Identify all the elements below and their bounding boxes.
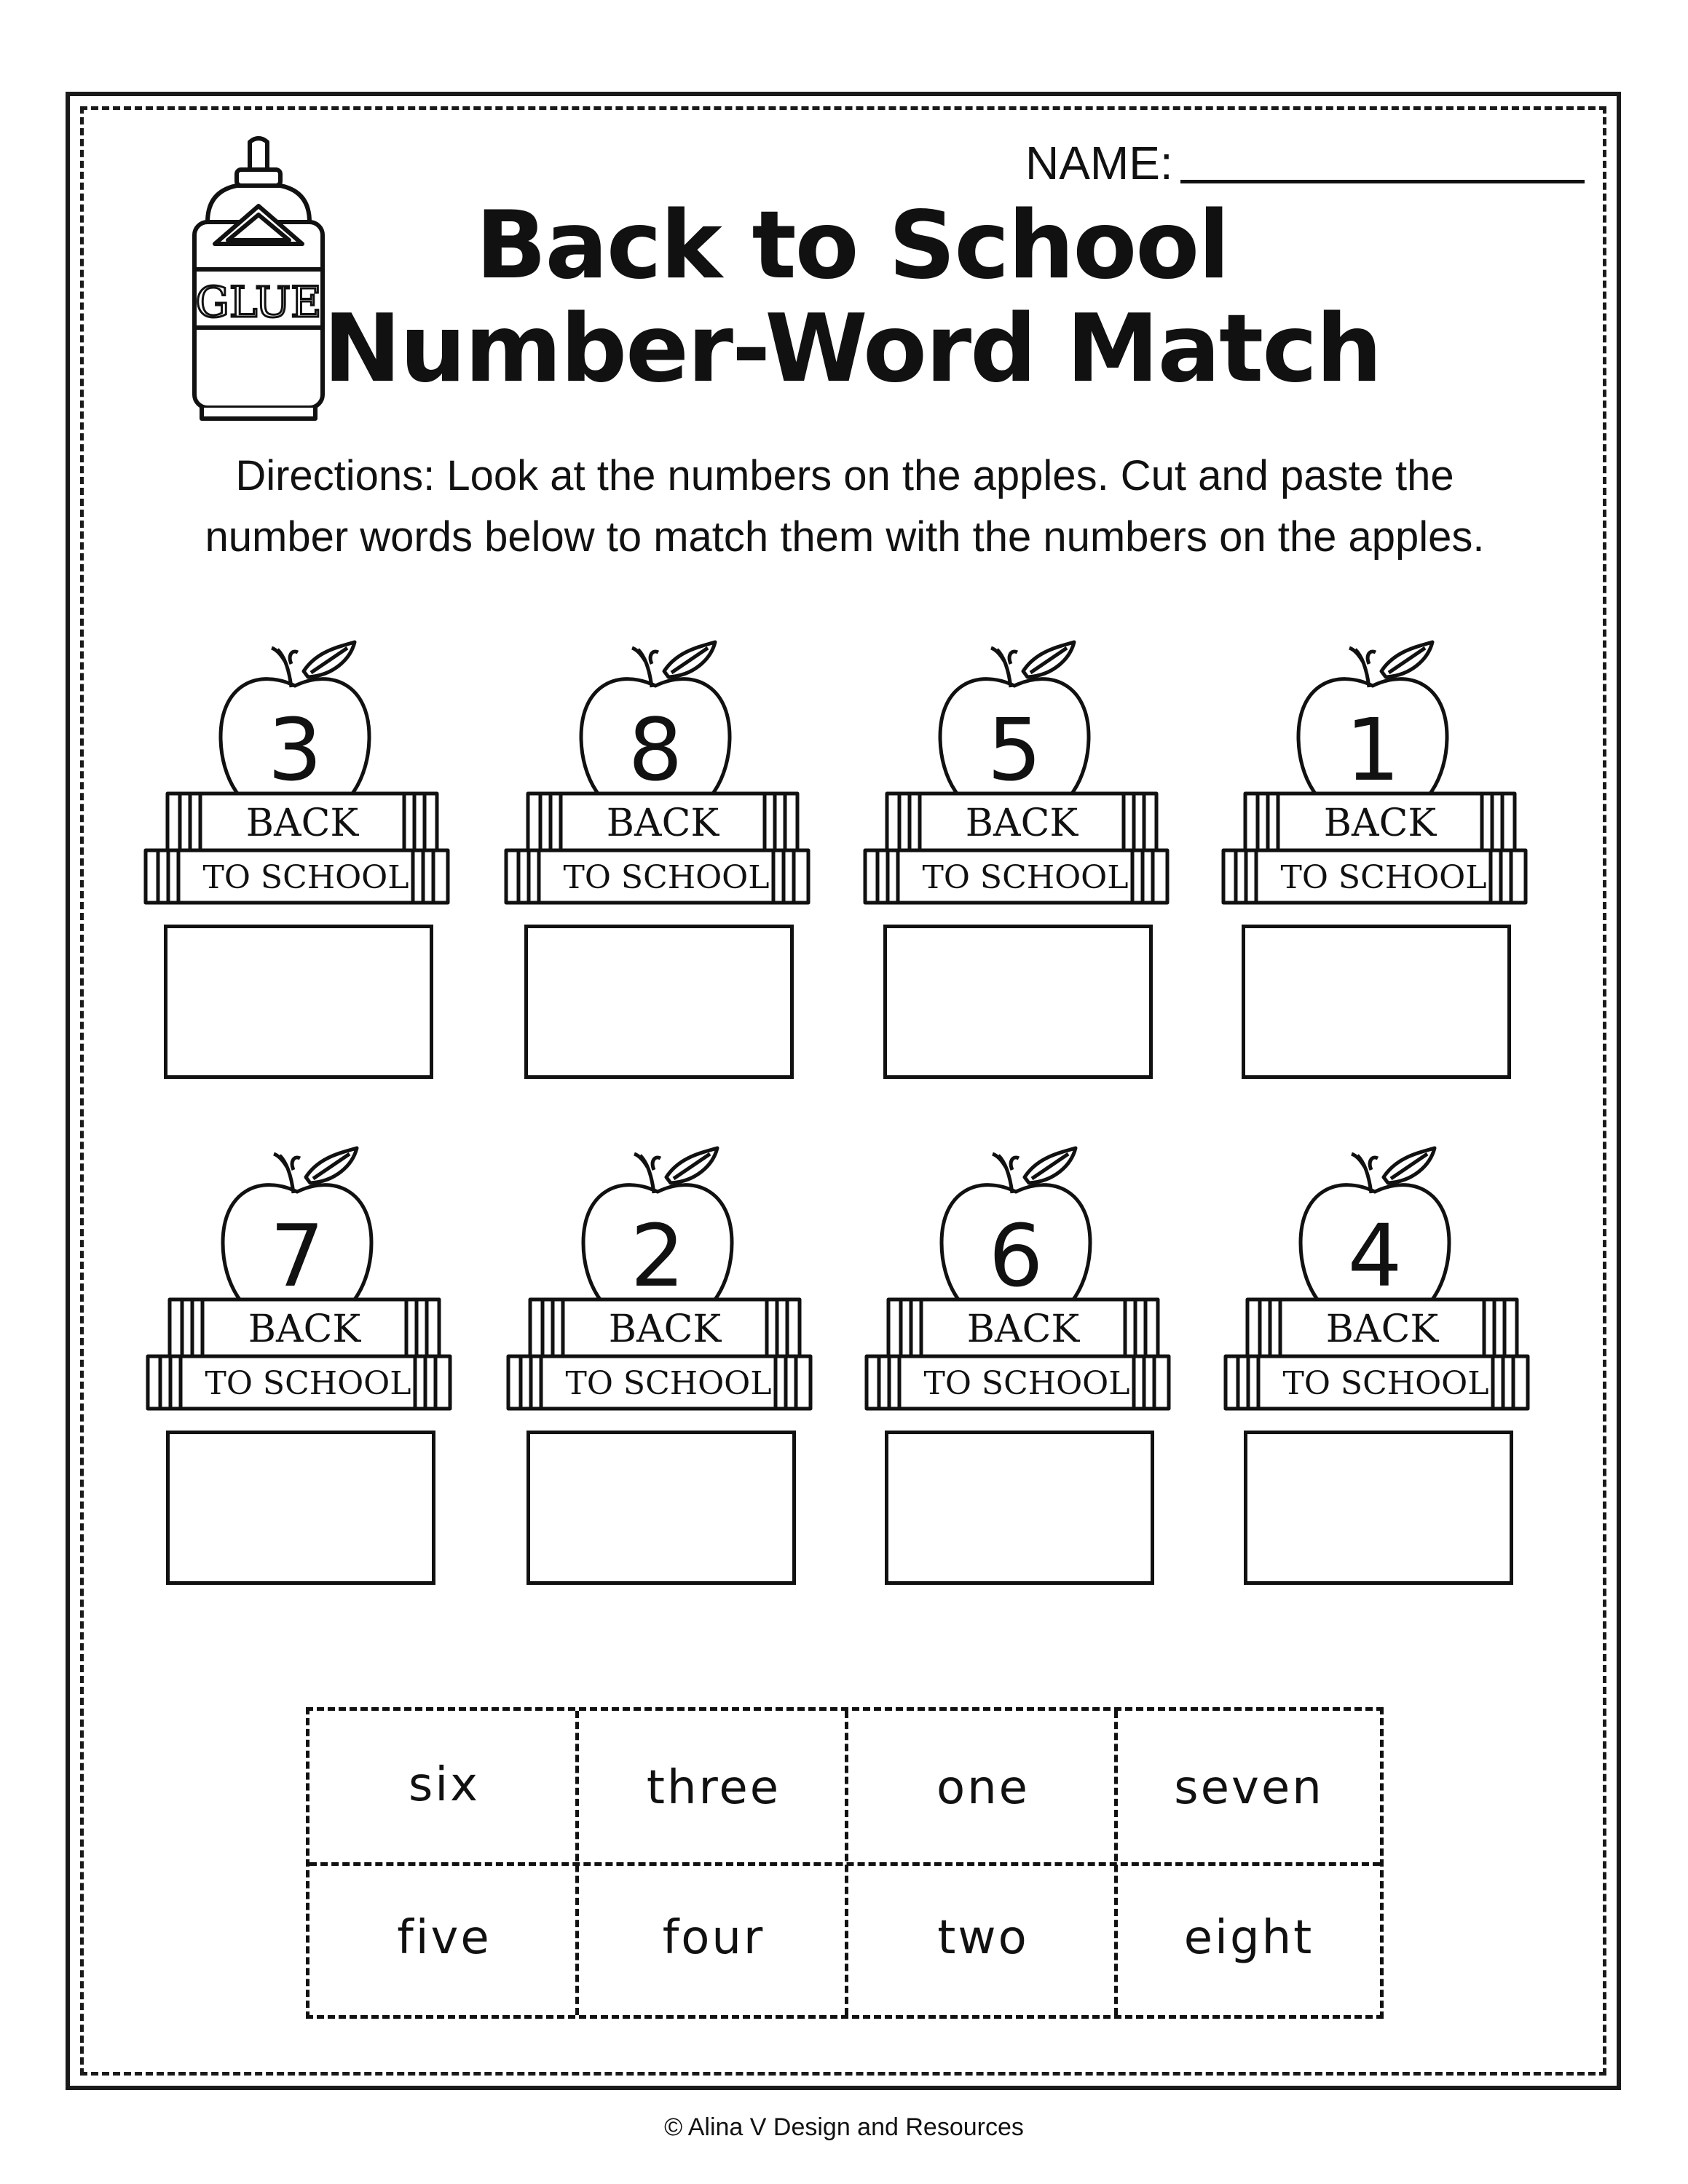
cutout-word-grid bbox=[306, 1707, 1384, 2019]
book-label-back: BACK bbox=[248, 1307, 361, 1351]
word-card[interactable]: five bbox=[397, 1911, 492, 1965]
title-line-2: Number-Word Match bbox=[323, 295, 1381, 403]
copyright-footer: © Alina V Design and Resources bbox=[664, 2113, 1024, 2141]
book-label-back: BACK bbox=[245, 802, 359, 845]
word-card[interactable]: three bbox=[646, 1761, 781, 1815]
book-label-back: BACK bbox=[1323, 802, 1437, 845]
apple-number: 6 bbox=[988, 1206, 1044, 1306]
book-label-to-school: TO SCHOOL bbox=[563, 859, 770, 896]
word-card[interactable]: four bbox=[662, 1911, 765, 1965]
apple-number: 1 bbox=[1345, 700, 1400, 800]
name-blank-line[interactable] bbox=[1180, 180, 1585, 183]
apple-card bbox=[863, 1139, 1183, 1634]
book-label-to-school: TO SCHOOL bbox=[1282, 1365, 1489, 1402]
book-label-back: BACK bbox=[966, 1307, 1080, 1351]
apple-number: 4 bbox=[1347, 1206, 1403, 1306]
word-card[interactable]: one bbox=[936, 1761, 1030, 1815]
directions bbox=[87, 446, 1602, 568]
cut-line bbox=[309, 1862, 1380, 1866]
answer-box[interactable] bbox=[524, 925, 794, 1079]
answer-box[interactable] bbox=[883, 925, 1153, 1079]
apple-card bbox=[502, 633, 823, 1128]
book-label-back: BACK bbox=[1325, 1307, 1439, 1351]
title-line-1: Back to School bbox=[475, 191, 1229, 300]
answer-box[interactable] bbox=[885, 1431, 1154, 1585]
answer-box[interactable] bbox=[1244, 1431, 1513, 1585]
apple-card bbox=[505, 1139, 825, 1634]
apple-card bbox=[1220, 633, 1540, 1128]
book-label-to-school: TO SCHOOL bbox=[1280, 859, 1487, 896]
directions-line-1: Directions: Look at the numbers on the apples. Cut and paste the bbox=[235, 452, 1454, 499]
apple-card bbox=[144, 1139, 465, 1634]
book-label-to-school: TO SCHOOL bbox=[923, 1365, 1130, 1402]
apple-card bbox=[861, 633, 1182, 1128]
name-field[interactable] bbox=[1025, 135, 1585, 189]
answer-box[interactable] bbox=[166, 1431, 435, 1585]
apple-card bbox=[142, 633, 462, 1128]
book-label-back: BACK bbox=[608, 1307, 722, 1351]
word-card[interactable]: eight bbox=[1183, 1911, 1314, 1965]
apple-number: 7 bbox=[269, 1206, 325, 1306]
book-label-to-school: TO SCHOOL bbox=[922, 859, 1129, 896]
answer-box[interactable] bbox=[526, 1431, 796, 1585]
apple-number: 3 bbox=[267, 700, 323, 800]
book-label-to-school: TO SCHOOL bbox=[205, 1365, 411, 1402]
directions-line-2: number words below to match them with the numbers on the apples. bbox=[205, 513, 1485, 561]
word-card[interactable]: two bbox=[937, 1911, 1029, 1965]
book-label-back: BACK bbox=[606, 802, 719, 845]
apple-card bbox=[1222, 1139, 1542, 1634]
book-label-to-school: TO SCHOOL bbox=[202, 859, 409, 896]
word-card[interactable]: seven bbox=[1174, 1761, 1324, 1815]
word-card[interactable]: six bbox=[409, 1758, 480, 1812]
glue-bottle-icon bbox=[186, 135, 331, 422]
apple-number: 5 bbox=[987, 700, 1042, 800]
answer-box[interactable] bbox=[1242, 925, 1511, 1079]
book-label-back: BACK bbox=[965, 802, 1078, 845]
glue-label: GLUE bbox=[195, 277, 322, 327]
book-label-to-school: TO SCHOOL bbox=[565, 1365, 772, 1402]
apple-number: 8 bbox=[628, 700, 683, 800]
apple-number: 2 bbox=[630, 1206, 685, 1306]
name-label: NAME: bbox=[1025, 137, 1173, 189]
answer-box[interactable] bbox=[164, 925, 433, 1079]
